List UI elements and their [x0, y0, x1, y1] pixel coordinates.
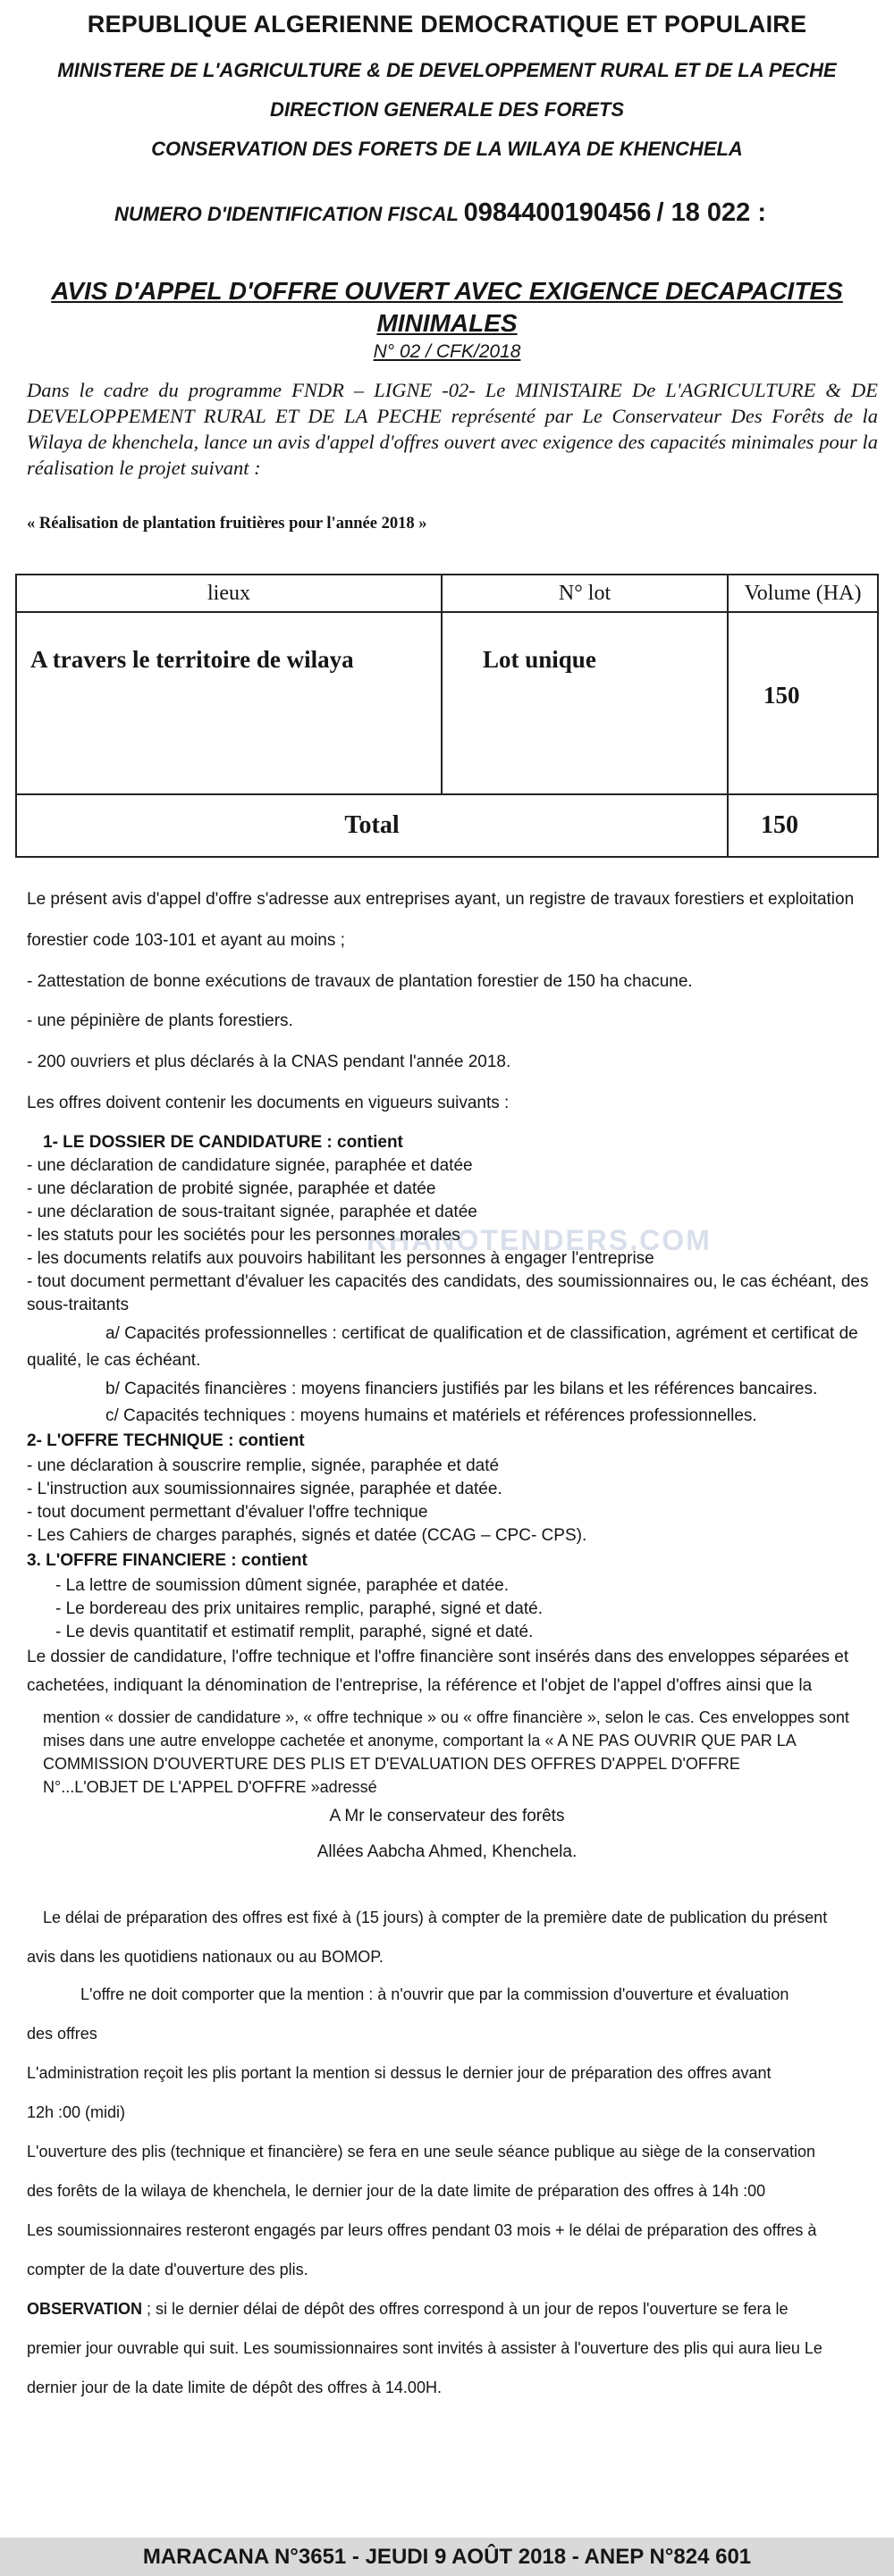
fiscal-id-label: NUMERO D'IDENTIFICATION FISCAL — [114, 203, 459, 225]
mention-text: L'offre ne doit comporter que la mention : à n'ouvrir que par la commission d'ouverture et évaluation — [80, 1985, 789, 2003]
list-item: - Les Cahiers de charges paraphés, signés et datée (CCAG – CPC- CPS). — [27, 1526, 587, 1545]
table-total-row — [16, 794, 878, 857]
capacity-financial: b/ Capacités financières : moyens financiers justifiés par les bilans et les références bancaires. — [105, 1380, 818, 1398]
body-line: - une pépinière de plants forestiers. — [27, 1011, 293, 1030]
commitment-paragraph-cont: compter de la date d'ouverture des plis. — [27, 2261, 308, 2278]
observation-paragraph-cont: premier jour ouvrable qui suit. Les soumissionnaires sont invités à assister à l'ouverture des plis qui aura lieu Le — [27, 2339, 822, 2357]
cell-lieu — [16, 612, 442, 794]
deadline-paragraph: avis dans les quotidiens nationaux ou au BOMOP. — [27, 1948, 384, 1966]
table-header-row — [16, 575, 878, 612]
publication-footer: MARACANA N°3651 - JEUDI 9 AOÛT 2018 - ANEP N°824 601 — [0, 2538, 894, 2576]
observation-label: OBSERVATION — [27, 2300, 143, 2318]
list-item: - tout document permettant d'évaluer l'offre technique — [27, 1503, 428, 1522]
total-value: 150 — [728, 794, 878, 857]
envelope-instructions: cachetées, indiquant la dénomination de l'entreprise, la référence et l'objet de l'appel d'offres ainsi que la — [27, 1676, 813, 1695]
opening-paragraph-cont: des forêts de la wilaya de khenchela, le dernier jour de la date limite de préparation des offres à 14h :00 — [27, 2182, 766, 2200]
lots-table — [15, 574, 879, 858]
header-lot: N° lot — [442, 575, 728, 612]
mention-paragraph-cont: des offres — [27, 2025, 97, 2043]
body-line: - 200 ouvriers et plus déclarés à la CNAS pendant l'année 2018. — [27, 1053, 511, 1071]
capacity-professional: a/ Capacités professionnelles : certificat de qualification et de classification, agrément et certificat de — [105, 1324, 858, 1343]
capacity-professional-cont: qualité, le cas échéant. — [27, 1351, 201, 1370]
volume-text: 150 — [763, 682, 800, 709]
reception-paragraph-cont: 12h :00 (midi) — [27, 2103, 126, 2121]
envelope-instructions: mises dans une autre enveloppe cachetée et anonyme, comportant la « A NE PAS OUVRIR QUE PAR LA — [43, 1732, 797, 1749]
republic-header: REPUBLIQUE ALGERIENNE DEMOCRATIQUE ET POPULAIRE — [87, 11, 807, 38]
list-item: - Le devis quantitatif et estimatif remplit, paraphé, signé et daté. — [55, 1623, 534, 1641]
notice-number — [0, 341, 894, 363]
body-line: forestier code 103-101 et ayant au moins ; — [27, 931, 345, 950]
commitment-paragraph: Les soumissionnaires resteront engagés par leurs offres pendant 03 mois + le délai de préparation des offres à — [27, 2221, 817, 2239]
list-item: - une déclaration à souscrire remplie, signée, paraphée et daté — [27, 1456, 500, 1475]
list-item: - une déclaration de probité signée, paraphée et datée — [27, 1179, 436, 1198]
mention-paragraph — [80, 1985, 894, 2004]
watermark: KHANOTENDERS.COM — [367, 1224, 712, 1256]
list-item: - les documents relatifs aux pouvoirs habilitant les personnes à engager l'entreprise — [27, 1249, 654, 1268]
envelope-instructions: COMMISSION D'OUVERTURE DES PLIS ET D'EVALUATION DES OFFRES D'APPEL D'OFFRE — [43, 1755, 740, 1773]
total-label: Total — [16, 794, 728, 857]
list-item: - Le bordereau des prix unitaires remplic, paraphé, signé et daté. — [55, 1599, 543, 1618]
list-item: - L'instruction aux soumissionnaires signée, paraphée et datée. — [27, 1480, 502, 1498]
fiscal-id-line — [114, 198, 766, 228]
list-item: - une déclaration de candidature signée, paraphée et datée — [27, 1156, 473, 1175]
body-line: Le présent avis d'appel d'offre s'adresse aux entreprises ayant, un registre de travaux forestiers et exploitation — [27, 890, 855, 909]
list-item: - une déclaration de sous-traitant signée, paraphée et datée — [27, 1203, 477, 1221]
reception-paragraph: L'administration reçoit les plis portant la mention si dessus le dernier jour de préparation des offres avant — [27, 2064, 772, 2082]
notice-title-cont: MINIMALES — [376, 309, 518, 337]
ministry-header: MINISTERE DE L'AGRICULTURE & DE DEVELOPPEMENT RURAL ET DE LA PECHE — [57, 59, 837, 81]
section-title-technique: 2- L'OFFRE TECHNIQUE : contient — [27, 1431, 305, 1450]
section-title-candidature: 1- LE DOSSIER DE CANDIDATURE : contient — [43, 1133, 403, 1152]
notice-number-text: N° 02 / CFK/2018 — [373, 341, 521, 362]
observation-paragraph-end: dernier jour de la date limite de dépôt des offres à 14.00H. — [27, 2379, 442, 2396]
envelope-instructions: N°...L'OBJET DE L'APPEL D'OFFRE »adressé — [43, 1778, 377, 1796]
lot-text: Lot unique — [483, 646, 596, 673]
cell-volume — [728, 612, 878, 794]
fiscal-id-number: 0984400190456 — [463, 198, 652, 227]
section-title-financiere: 3. L'OFFRE FINANCIERE : contient — [27, 1551, 308, 1570]
body-line: - 2attestation de bonne exécutions de travaux de plantation forestier de 150 ha chacune. — [27, 972, 693, 991]
recipient-address: Allées Aabcha Ahmed, Khenchela. — [316, 1842, 578, 1861]
intro-paragraph: Dans le cadre du programme FNDR – LIGNE -02- Le MINISTAIRE De L'AGRICULTURE & DE DEVELOPPEMENT RURAL ET DE LA PECHE représenté par Le Conservateur Des Forêts de la Wilaya de khenchela, lance un avis d'appel d'offres ouvert avec exigence des capacités minimales pour la réalisation le projet suivant : — [27, 379, 878, 479]
body-line: Les offres doivent contenir les documents en vigueurs suivants : — [27, 1094, 510, 1112]
list-item: - La lettre de soumission dûment signée, paraphée et datée. — [55, 1576, 509, 1595]
recipient-line: A Mr le conservateur des forêts — [329, 1807, 565, 1825]
deadline-paragraph: Le délai de préparation des offres est fixé à (15 jours) à compter de la première date de publication du présent — [43, 1909, 828, 1926]
capacity-technical: c/ Capacités techniques : moyens humains et matériels et références professionnelles. — [105, 1406, 757, 1425]
lieu-text: A travers le territoire de wilaya — [30, 646, 354, 673]
project-title: « Réalisation de plantation fruitières pour l'année 2018 » — [27, 515, 427, 533]
direction-header: DIRECTION GENERALE DES FORETS — [269, 98, 625, 121]
observation-paragraph — [27, 2300, 878, 2319]
list-item: - tout document permettant d'évaluer les capacités des candidats, des soumissionnaires ou, le cas échéant, des — [27, 1272, 869, 1291]
header-lieux: lieux — [16, 575, 442, 612]
envelope-instructions: Le dossier de candidature, l'offre technique et l'offre financière sont insérés dans des enveloppes séparées et — [27, 1648, 849, 1666]
observation-text: ; si le dernier délai de dépôt des offres correspond à un jour de repos l'ouverture se fera le — [142, 2300, 789, 2318]
header-volume: Volume (HA) — [728, 575, 878, 612]
opening-paragraph: L'ouverture des plis (technique et financière) se fera en une seule séance publique au siège de la conservation — [27, 2143, 816, 2161]
cell-lot — [442, 612, 728, 794]
notice-title: AVIS D'APPEL D'OFFRE OUVERT AVEC EXIGENCE DECAPACITES — [51, 277, 843, 305]
fiscal-id-suffix: / 18 022 : — [656, 198, 766, 227]
conservation-header: CONSERVATION DES FORETS DE LA WILAYA DE KHENCHELA — [151, 138, 743, 160]
list-item: sous-traitants — [27, 1296, 130, 1314]
list-item: - les statuts pour les sociétés pour les personnes morales — [27, 1226, 460, 1245]
envelope-instructions: mention « dossier de candidature », « offre technique » ou « offre financière », selon le cas. Ces enveloppes sont — [43, 1708, 849, 1726]
table-row — [16, 612, 878, 794]
